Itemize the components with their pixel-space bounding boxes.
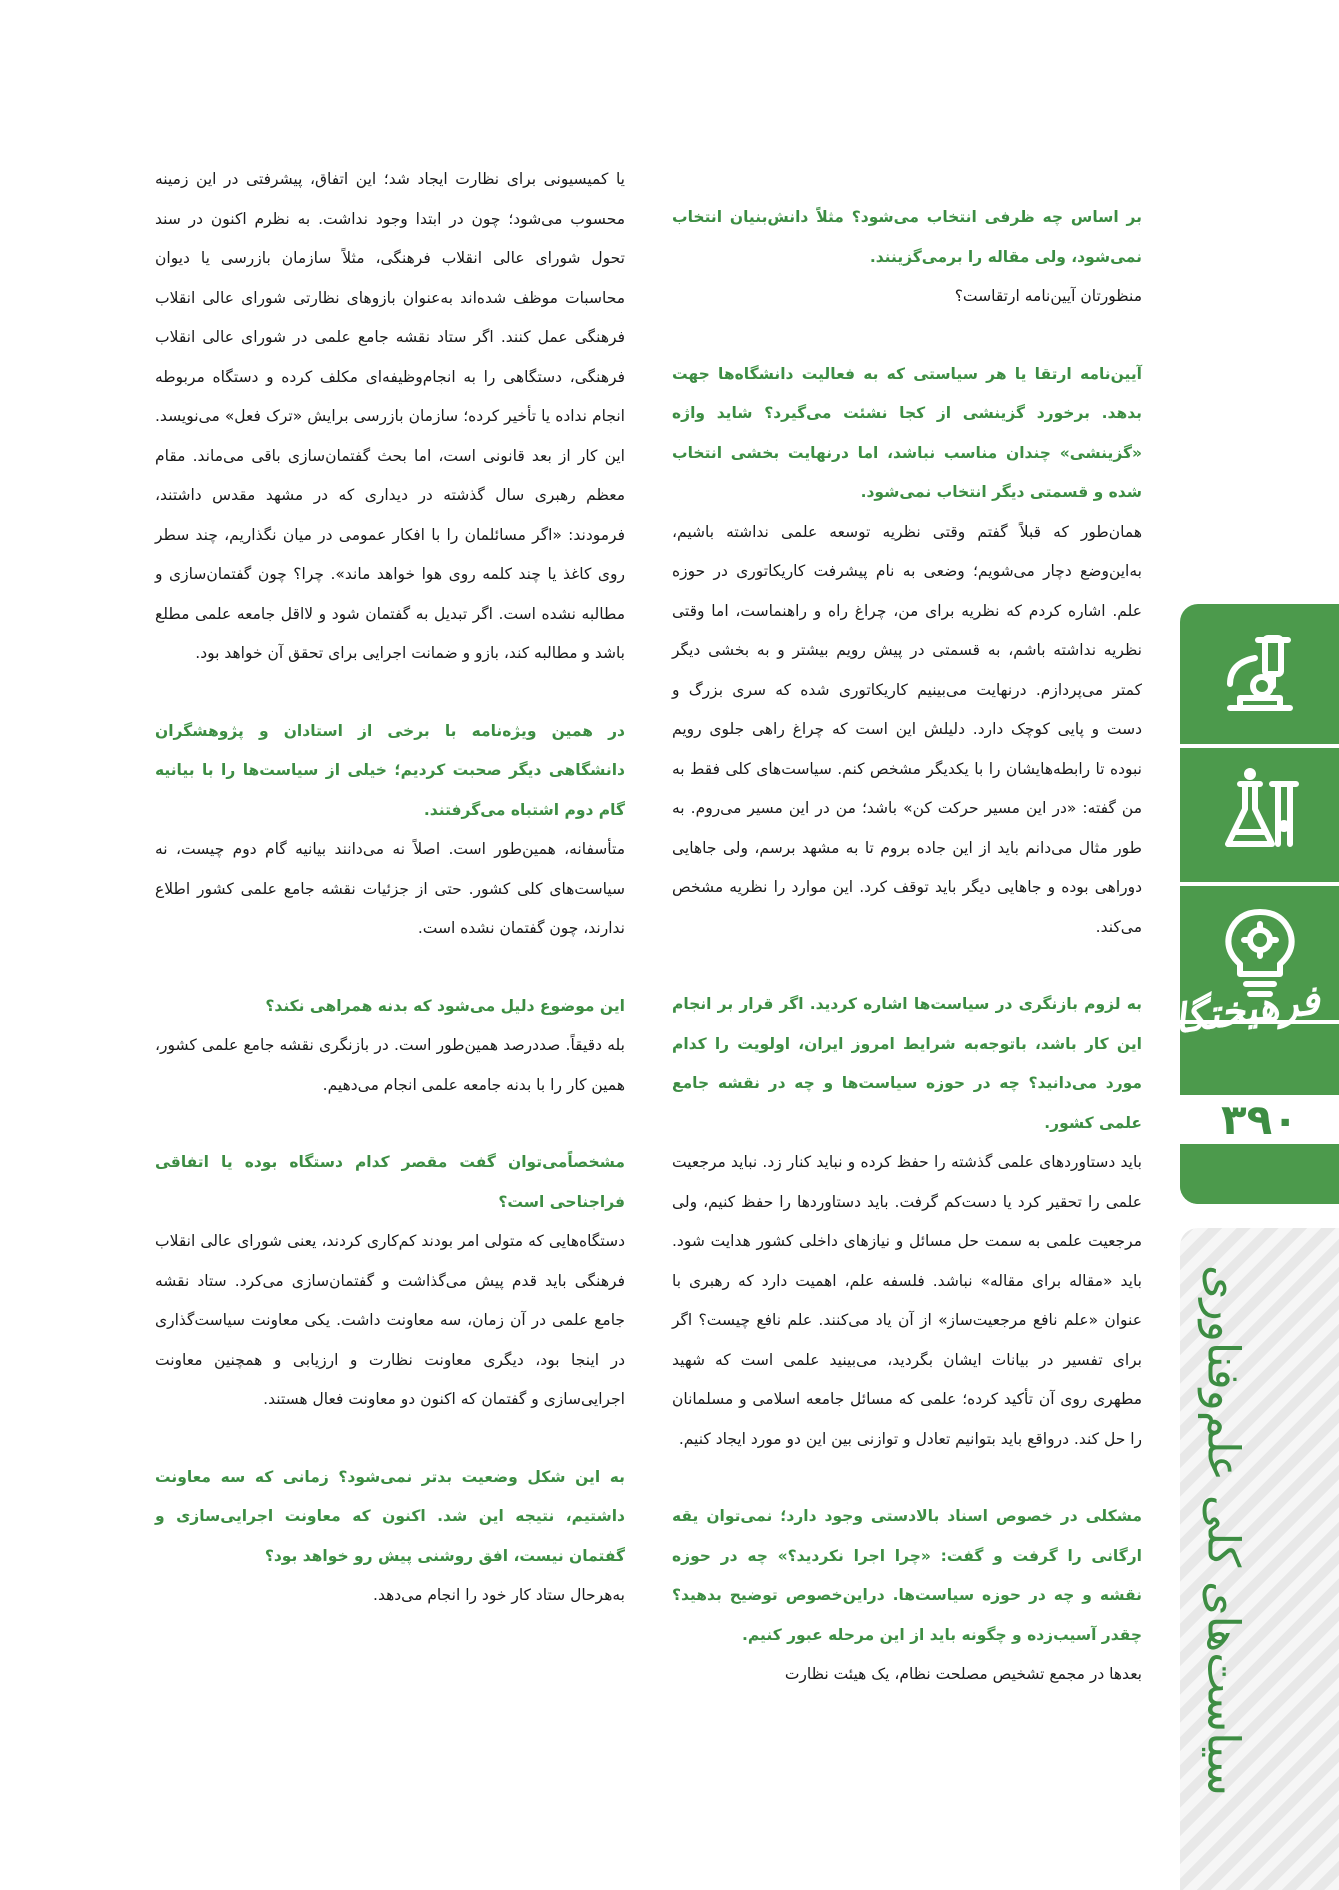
interview-answer: دستگاه‌هایی که متولی امر بودند کم‌کاری کردند، یعنی شورای عالی انقلاب فرهنگی باید قدم پیش می‌گذاشت و گفتمان‌سازی می‌کرد. ستاد نقشه جامع علمی در آن زمان، سه معاونت داشت. یکی معاونت سیاست‌گذاری در اینجا بود، دیگری معاونت نظارت و ارزیابی و همچنین معاونت اجرایی‌سازی و گفتمان که اکنون دو معاونت فعال هستند.	[155, 1232, 625, 1408]
interview-answer: بعدها در مجمع تشخیص مصلحت نظام، یک هیئت نظارت	[784, 1665, 1142, 1683]
interview-question: این موضوع دلیل می‌شود که بدنه همراهی نکند؟	[265, 996, 625, 1015]
page-number: ۳۹۰	[1180, 1095, 1339, 1144]
interview-question: در همین ویژه‌نامه با برخی از استادان و پژوهشگران دانشگاهی دیگر صحبت کردیم؛ خیلی از سیاست‌ها را با بیانیه گام دوم اشتباه می‌گرفتند.	[155, 721, 625, 819]
section-title: سیاست‌های کلی علم‌و‌فناوری	[1197, 1264, 1249, 1796]
paragraph-gap	[155, 1105, 625, 1143]
interview-answer: متأسفانه، همین‌طور است. اصلاً نه می‌دانند بیانیه گام دوم چیست، نه سیاست‌های کلی کشور. حتی از جزئیات نقشه جامع علمی کشور اطلاع ندارند، چون گفتمان نشده است.	[155, 840, 625, 937]
paragraph-gap	[672, 947, 1142, 985]
interview-answer: باید دستاوردهای علمی گذشته را حفظ کرده و نباید کنار زد. نباید مرجعیت علمی را تحقیر کرد یا دست‌کم گرفت. باید دستاوردها را حفظ کنیم، ولی مرجعیت علمی به سمت حل مسائل و نیازهای داخلی کشور هدایت شود. باید «مقاله برای مقاله» نباشد. فلسفه علم، اهمیت دارد که رهبری با عنوان «علم نافع مرجعیت‌ساز» از آن یاد می‌کنند. علم نافع چیست؟ اگر برای تفسیر در بیانات ایشان بگردید، می‌بینید علمی است که شهید مطهری روی آن تأکید کرده؛ علمی که مسائل جامعه اسلامی و مسلمانان را حل کند. درواقع باید بتوانیم تعادل و توازنی بین این دو مورد ایجاد کنیم.	[672, 1153, 1142, 1448]
interview-question: به لزوم بازنگری در سیاست‌ها اشاره کردید. اگر قرار بر انجام این کار باشد، باتوجه‌به شرایط امروز ایران، اولویت را کدام مورد می‌دانید؟ چه در حوزه سیاست‌ها و چه در نقشه جامع علمی کشور.	[672, 995, 1142, 1132]
left-column	[155, 160, 625, 1616]
interview-question: آیین‌نامه ارتقا یا هر سیاستی که به فعالیت دانشگاه‌ها جهت بدهد. برخورد گزینشی از کجا نشئت می‌گیرد؟ شاید واژه «گزینشی» چندان مناسب نباشد، اما درنهایت بخشی انتخاب شده و قسمتی دیگر انتخاب نمی‌شود.	[672, 364, 1142, 501]
interview-answer: بله دقیقاً. صددرصد همین‌طور است. در بازنگری نقشه جامع علمی کشور، همین کار را با بدنه جامعه علمی انجام می‌دهیم.	[155, 1036, 625, 1094]
interview-answer: به‌هرحال ستاد کار خود را انجام می‌دهد.	[373, 1586, 625, 1604]
interview-question: به این شکل وضعیت بدتر نمی‌شود؟ زمانی که سه معاونت داشتیم، نتیجه این شد. اکنون که معاونت اجرایی‌سازی و گفتمان نیست، افق روشنی پیش رو خواهد بود؟	[155, 1467, 625, 1565]
right-column	[672, 198, 1142, 1695]
interview-answer: منظورتان آیین‌نامه ارتقاست؟	[954, 287, 1142, 305]
interview-answer: یا کمیسیونی برای نظارت ایجاد شد؛ این اتفاق، پیشرفتی در این زمینه محسوب می‌شود؛ چون در ابتدا وجود نداشت. به نظرم اکنون در سند تحول شورای عالی انقلاب فرهنگی، مثلاً سازمان بازرسی یا دیوان محاسبات موظف شده‌اند به‌عنوان بازوهای نظارتی شورای عالی انقلاب فرهنگی عمل کنند. اگر ستاد نقشه جامع علمی در شورای عالی انقلاب فرهنگی، دستگاهی را به انجام‌وظیفه‌ای مکلف کرده و دستگاه مربوطه انجام نداده یا تأخیر کرده؛ سازمان بازرسی برایش «ترک فعل» می‌نویسد. این کار از بعد قانونی است، اما بحث گفتمان‌سازی باقی می‌ماند. مقام معظم رهبری سال گذشته در دیداری که در مشهد مقدس داشتند، فرمودند: «اگر مسائلمان را با افکار عمومی در میان نگذاریم، چند سطر روی کاغذ یا چند کلمه روی هوا خواهد ماند». چرا؟ چون گفتمان‌سازی و مطالبه نشده است. اگر تبدیل به گفتمان شود و لااقل جامعه علمی مطلع باشد و مطالبه کند، بازو و ضمانت اجرایی برای تحقق آن خواهد بود.	[155, 170, 625, 662]
paragraph-gap	[155, 1420, 625, 1458]
brand-logo: فرهیختگان	[1141, 976, 1323, 1048]
interview-question: بر اساس چه ظرفی انتخاب می‌شود؟ مثلاً دانش‌بنیان انتخاب نمی‌شود، ولی مقاله را برمی‌گزینند.	[672, 208, 1142, 266]
interview-question: مشخصاًمی‌توان گفت مقصر کدام دستگاه بوده یا اتفاقی فراجناحی است؟	[155, 1153, 625, 1211]
paragraph-gap	[155, 674, 625, 712]
paragraph-gap	[672, 1459, 1142, 1497]
lab-flask-icon	[1192, 754, 1327, 874]
interview-answer: همان‌طور که قبلاً گفتم وقتی نظریه توسعه علمی نداشته باشیم، به‌این‌وضع دچار می‌شویم؛ وضعی به نام پیشرفت کاریکاتوری در حوزه علم. اشاره کردم که نظریه برای من، چراغ راه و راهنماست، اما وقتی نظریه نداشته باشم، به قسمتی در پیش رویم بیشتر و به بخشی دیگر کمتر می‌پردازم. درنهایت می‌بینیم کاریکاتوری شده که سری بزرگ و دست و پایی کوچک دارد. دلیلش این است که چراغ راهی جلوی رویم نبوده تا رابطه‌هایشان را با یکدیگر مشخص کنم. سیاست‌های کلی فقط به من گفته: «در این مسیر حرکت کن» باشد؛ من در این مسیر می‌روم. به طور مثال می‌دانم باید از این جاده بروم تا به مشهد برسم، ولی جاهایی دوراهی بوده و جاهایی دیگر باید توقف کرد. این موارد را نظریه مشخص می‌کند.	[672, 522, 1142, 936]
paragraph-gap	[155, 949, 625, 987]
microscope-icon	[1192, 618, 1327, 738]
interview-question: مشکلی در خصوص اسناد بالادستی وجود دارد؛ نمی‌توان یقه ارگانی را گرفت و گفت: «چرا اجرا نکردید؟» چه در حوزه نقشه و چه در حوزه سیاست‌ها. دراین‌خصوص توضیح بدهید؟ چقدر آسیب‌زده و چگونه باید از این مرحله عبور کنیم.	[672, 1507, 1142, 1644]
paragraph-gap	[672, 317, 1142, 355]
sidebar-tab-bottom	[1180, 1168, 1339, 1204]
